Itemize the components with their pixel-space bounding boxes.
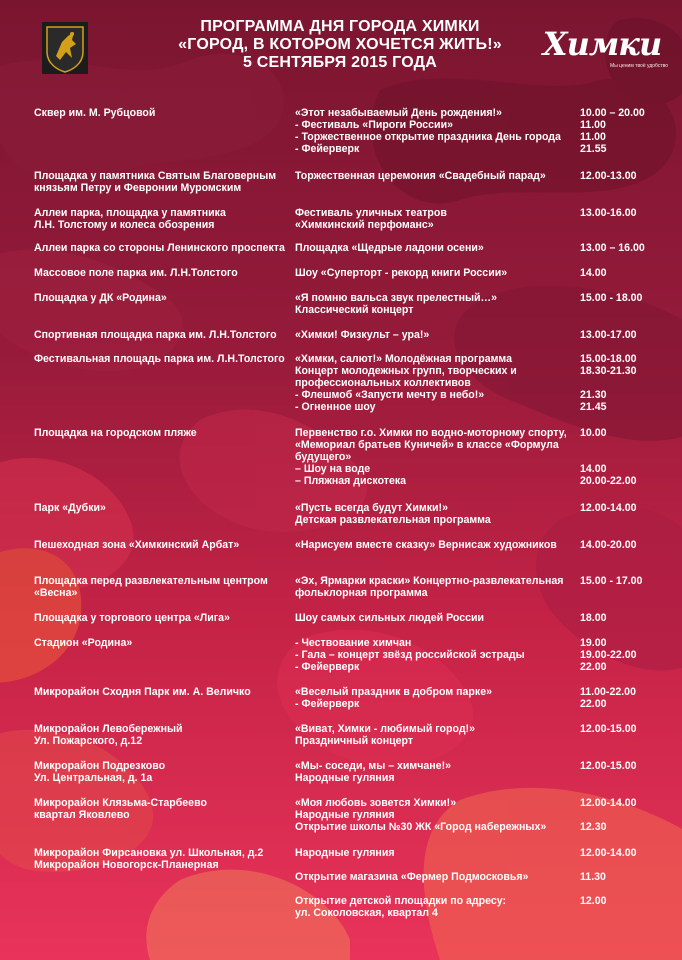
event-description-column xyxy=(295,502,575,526)
event-time: 13.00-17.00 xyxy=(580,329,637,341)
event-description-column xyxy=(295,170,575,182)
event-time: 12.00-14.00 xyxy=(580,797,637,809)
event-description: Народные гуляния xyxy=(295,772,395,784)
event-description: Народные гуляния xyxy=(295,809,395,821)
event-time: 14.00 xyxy=(580,463,607,475)
place-name: Площадка у торгового центра «Лига» xyxy=(34,612,230,624)
event-time-column xyxy=(580,170,670,182)
place-name-column xyxy=(34,612,284,624)
event-description: Классический концерт xyxy=(295,304,414,316)
place-name: Ул. Центральная, д. 1а xyxy=(34,772,153,784)
place-name: Микрорайон Новогорск-Планерная xyxy=(34,859,219,871)
place-name-column xyxy=(34,637,284,649)
event-time: 12.00 xyxy=(580,895,607,907)
place-name: квартал Яковлево xyxy=(34,809,130,821)
event-time: 18.30-21.30 xyxy=(580,365,637,377)
place-name-column xyxy=(34,207,284,231)
event-description: Открытие детской площадки по адресу: xyxy=(295,895,507,907)
event-time: 15.00 - 18.00 xyxy=(580,292,643,304)
event-description: Первенство г.о. Химки по водно-моторному спорту, xyxy=(295,427,567,439)
event-time: 13.00-16.00 xyxy=(580,207,637,219)
event-time: 11.00 xyxy=(580,119,606,131)
event-description-column xyxy=(295,107,575,155)
event-time: 12.30 xyxy=(580,821,607,833)
place-name: Ул. Пожарского, д.12 xyxy=(34,735,143,747)
place-name-column xyxy=(34,847,284,871)
event-description: - Чествование химчан xyxy=(295,637,412,649)
event-description: - Флешмоб «Запусти мечту в небо!» xyxy=(295,389,485,401)
event-description: «Мы- соседи, мы – химчане!» xyxy=(295,760,452,772)
event-description: – Пляжная дискотека xyxy=(295,475,407,487)
event-time-column xyxy=(580,292,670,304)
event-description-column xyxy=(295,539,575,551)
event-description: «Моя любовь зовется Химки!» xyxy=(295,797,457,809)
place-name: Микрорайон Сходня Парк им. А. Величко xyxy=(34,686,251,698)
logo-tagline: Мы ценим твоё удобство xyxy=(610,63,668,69)
place-name: Л.Н. Толстому и колеса обозрения xyxy=(34,219,215,231)
title-line: «ГОРОД, В КОТОРОМ ХОЧЕТСЯ ЖИТЬ!» xyxy=(178,36,502,53)
event-description: «Этот незабываемый День рождения!» xyxy=(295,107,502,119)
event-description-column xyxy=(295,292,575,316)
place-name-column xyxy=(34,170,284,194)
event-description: - Торжественное открытие праздника День города xyxy=(295,131,561,143)
event-time: 12.00-13.00 xyxy=(580,170,637,182)
event-time: 13.00 – 16.00 xyxy=(580,242,645,254)
title-line: 5 СЕНТЯБРЯ 2015 ГОДА xyxy=(243,54,437,71)
event-description-column xyxy=(295,427,575,487)
event-description: Концерт молодежных групп, творческих и xyxy=(295,365,517,377)
place-name-column xyxy=(34,242,284,254)
place-name: Стадион «Родина» xyxy=(34,637,133,649)
event-time: 10.00 – 20.00 xyxy=(580,107,645,119)
event-description-column xyxy=(295,242,575,254)
place-name-column xyxy=(34,686,284,698)
event-description: ул. Соколовская, квартал 4 xyxy=(295,907,438,919)
event-time-column xyxy=(580,575,670,587)
event-time: 21.55 xyxy=(580,143,607,155)
event-description: Открытие школы №30 ЖК «Город набережных» xyxy=(295,821,547,833)
event-time: 22.00 xyxy=(580,661,607,673)
place-name: Площадка у памятника Святым Благоверным xyxy=(34,170,277,182)
event-time: 11.00-22.00 xyxy=(580,686,636,698)
event-description-column xyxy=(295,637,575,673)
event-time-column xyxy=(580,107,670,155)
event-description: Шоу самых сильных людей России xyxy=(295,612,485,624)
place-name: князьям Петру и Февронии Муромским xyxy=(34,182,242,194)
event-time-column xyxy=(580,637,670,673)
event-description: «Химки! Физкульт – ура!» xyxy=(295,329,430,341)
event-time xyxy=(580,377,670,389)
event-description: «Химкинский перфоманс» xyxy=(295,219,434,231)
place-name-column xyxy=(34,575,284,599)
event-description: Торжественная церемония «Свадебный парад» xyxy=(295,170,546,182)
event-description-column xyxy=(295,760,575,784)
event-description: – Шоу на воде xyxy=(295,463,371,475)
place-name: Пешеходная зона «Химкинский Арбат» xyxy=(34,539,240,551)
event-description: - Огненное шоу xyxy=(295,401,376,413)
place-name-column xyxy=(34,427,284,439)
event-description-column xyxy=(295,797,575,833)
event-description: фольклорная программа xyxy=(295,587,428,599)
place-name-column xyxy=(34,797,284,821)
place-name-column xyxy=(34,292,284,304)
event-description: - Фейерверк xyxy=(295,143,360,155)
event-description: - Фейерверк xyxy=(295,661,360,673)
event-description-column xyxy=(295,207,575,231)
event-time: 14.00 xyxy=(580,267,607,279)
place-name: Аллеи парка со стороны Ленинского проспекта xyxy=(34,242,285,254)
event-description-column xyxy=(295,575,575,599)
event-time: 18.00 xyxy=(580,612,607,624)
event-description: - Фестиваль «Пироги России» xyxy=(295,119,453,131)
event-time: 10.00 xyxy=(580,427,607,439)
place-name: Массовое поле парка им. Л.Н.Толстого xyxy=(34,267,238,279)
place-name-column xyxy=(34,502,284,514)
event-description xyxy=(295,859,575,871)
event-time-column xyxy=(580,760,670,772)
event-time: 11.30 xyxy=(580,871,606,883)
event-time-column xyxy=(580,242,670,254)
event-time: 11.00 xyxy=(580,131,606,143)
place-name-column xyxy=(34,760,284,784)
logo-wordmark: Химки xyxy=(542,25,662,63)
event-time-column xyxy=(580,267,670,279)
event-description: «Пусть всегда будут Химки!» xyxy=(295,502,448,514)
event-time xyxy=(580,907,670,919)
event-description-column xyxy=(295,329,575,341)
event-description: Детская развлекательная программа xyxy=(295,514,491,526)
place-name-column xyxy=(34,267,284,279)
place-name-column xyxy=(34,353,284,365)
place-name: Спортивная площадка парка им. Л.Н.Толстого xyxy=(34,329,277,341)
event-description: профессиональных коллективов xyxy=(295,377,471,389)
khimki-logo xyxy=(536,26,668,74)
place-name: Микрорайон Левобережный xyxy=(34,723,183,735)
place-name-column xyxy=(34,107,284,119)
event-time: 21.45 xyxy=(580,401,607,413)
event-description: «Химки, салют!» Молодёжная программа xyxy=(295,353,513,365)
event-description: Открытие магазина «Фермер Подмосковья» xyxy=(295,871,529,883)
event-time-column xyxy=(580,427,670,487)
event-description: будущего» xyxy=(295,451,352,463)
city-coat-of-arms-icon xyxy=(42,22,88,74)
event-time xyxy=(580,859,670,871)
event-time-column xyxy=(580,847,670,919)
event-time xyxy=(580,451,670,463)
place-name: Микрорайон Клязьма-Старбеево xyxy=(34,797,207,809)
event-time-column xyxy=(580,686,670,710)
event-time: 12.00-14.00 xyxy=(580,502,637,514)
event-description: «Мемориал братьев Куничей» в классе «Формула xyxy=(295,439,559,451)
event-time: 15.00 - 17.00 xyxy=(580,575,643,587)
event-time: 22.00 xyxy=(580,698,607,710)
event-time: 15.00-18.00 xyxy=(580,353,637,365)
place-name: Парк «Дубки» xyxy=(34,502,106,514)
event-description: Праздничный концерт xyxy=(295,735,414,747)
event-description xyxy=(295,883,575,895)
event-description: «Нарисуем вместе сказку» Вернисаж художников xyxy=(295,539,557,551)
event-time xyxy=(580,439,670,451)
event-time: 12.00-15.00 xyxy=(580,760,637,772)
event-time-column xyxy=(580,502,670,514)
place-name: Сквер им. М. Рубцовой xyxy=(34,107,156,119)
event-description-column xyxy=(295,723,575,747)
event-time: 20.00-22.00 xyxy=(580,475,637,487)
event-time-column xyxy=(580,612,670,624)
event-time-column xyxy=(580,539,670,551)
event-time-column xyxy=(580,207,670,219)
event-description: «Веселый праздник в добром парке» xyxy=(295,686,492,698)
place-name: «Весна» xyxy=(34,587,78,599)
place-name-column xyxy=(34,723,284,747)
event-time-column xyxy=(580,797,670,833)
event-description-column xyxy=(295,686,575,710)
event-description: - Гала – концерт звёзд российской эстрады xyxy=(295,649,525,661)
event-description-column xyxy=(295,847,575,919)
event-time-column xyxy=(580,353,670,413)
event-description: - Фейерверк xyxy=(295,698,360,710)
page-title xyxy=(130,18,550,72)
event-description: «Эх, Ярмарки краски» Концертно-развлекательная xyxy=(295,575,564,587)
event-description: «Я помню вальса звук прелестный…» xyxy=(295,292,498,304)
place-name-column xyxy=(34,539,284,551)
place-name: Площадка на городском пляже xyxy=(34,427,197,439)
event-time: 19.00 xyxy=(580,637,607,649)
event-description-column xyxy=(295,267,575,279)
event-time xyxy=(580,883,670,895)
event-time-column xyxy=(580,723,670,735)
place-name: Площадка у ДК «Родина» xyxy=(34,292,167,304)
event-description: Площадка «Щедрые ладони осени» xyxy=(295,242,484,254)
event-description-column xyxy=(295,353,575,413)
event-description: Фестиваль уличных театров xyxy=(295,207,447,219)
event-description-column xyxy=(295,612,575,624)
place-name: Микрорайон Фирсановка ул. Школьная, д.2 xyxy=(34,847,264,859)
event-description: Шоу «Суперторт - рекорд книги России» xyxy=(295,267,508,279)
place-name: Площадка перед развлекательным центром xyxy=(34,575,268,587)
place-name: Аллеи парка, площадка у памятника xyxy=(34,207,226,219)
event-time xyxy=(580,809,670,821)
event-time: 14.00-20.00 xyxy=(580,539,637,551)
place-name: Фестивальная площадь парка им. Л.Н.Толстого xyxy=(34,353,285,365)
event-time: 12.00-15.00 xyxy=(580,723,637,735)
place-name-column xyxy=(34,329,284,341)
place-name: Микрорайон Подрезково xyxy=(34,760,166,772)
event-time: 12.00-14.00 xyxy=(580,847,637,859)
event-description: «Виват, Химки - любимый город!» xyxy=(295,723,475,735)
event-time: 19.00-22.00 xyxy=(580,649,637,661)
title-line: ПРОГРАММА ДНЯ ГОРОДА ХИМКИ xyxy=(200,18,480,35)
event-description: Народные гуляния xyxy=(295,847,395,859)
event-time: 21.30 xyxy=(580,389,607,401)
event-time-column xyxy=(580,329,670,341)
